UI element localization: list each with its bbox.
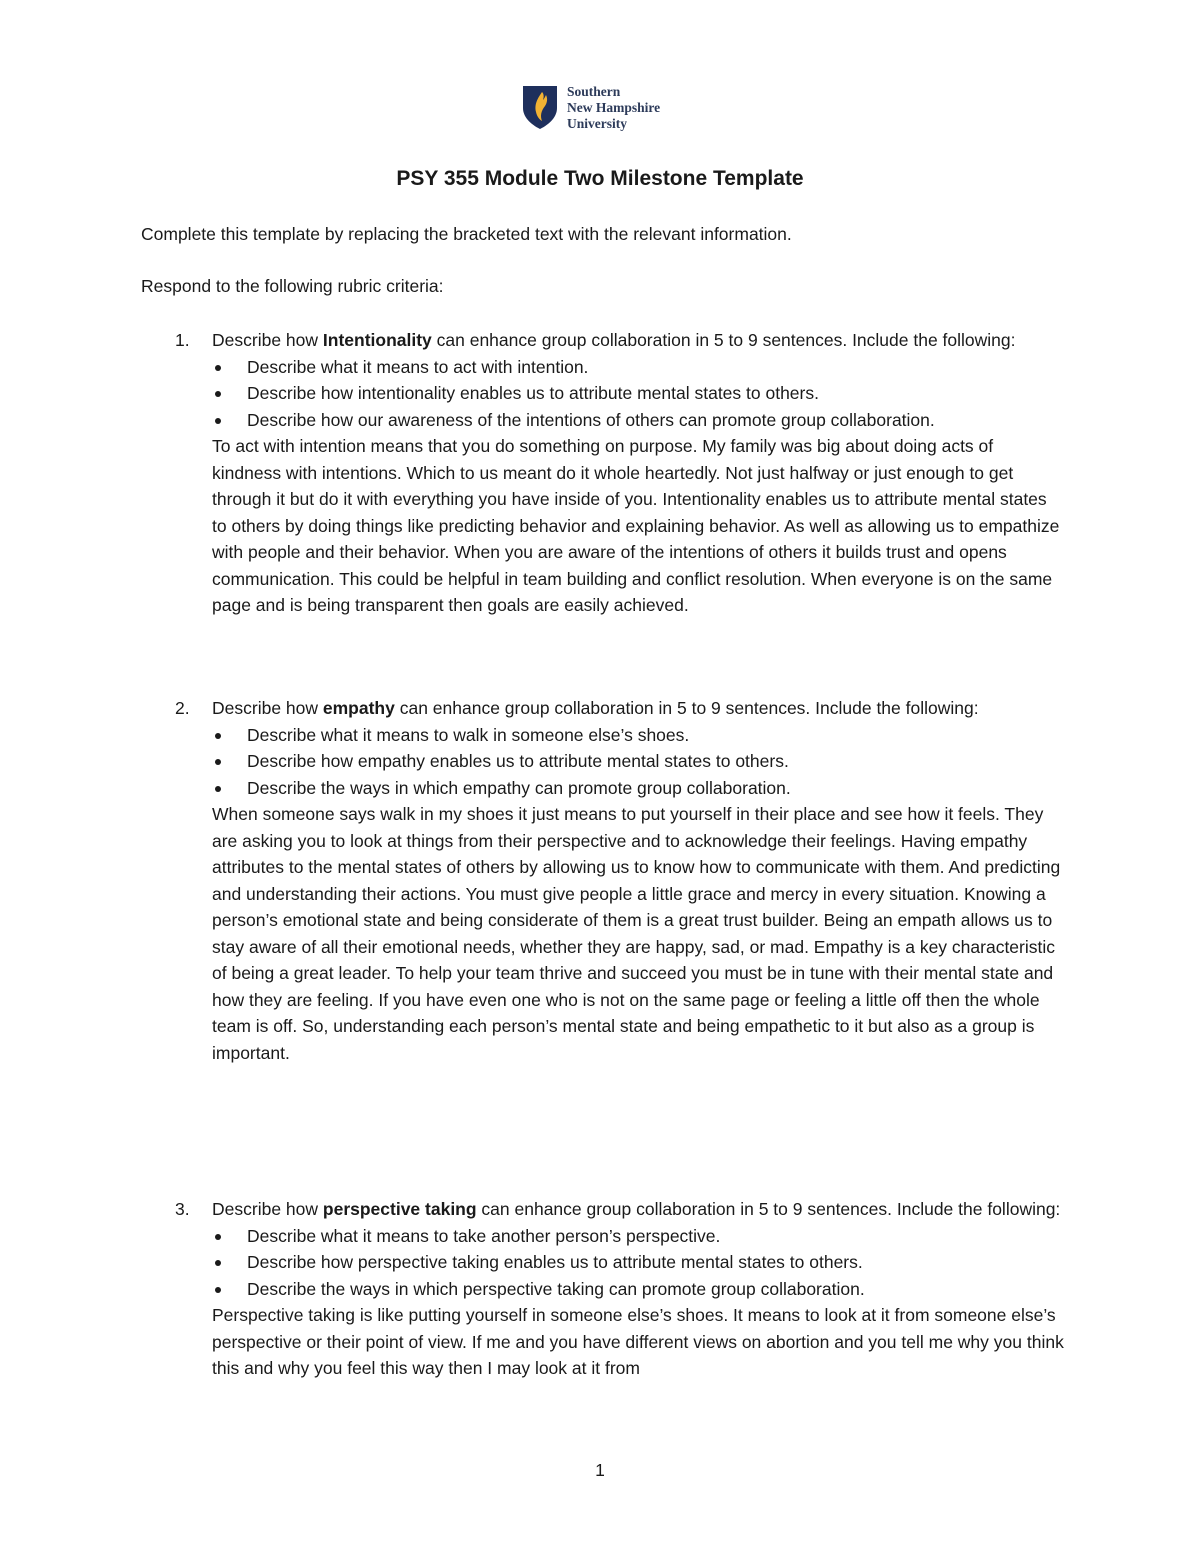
- logo-line-2: New Hampshire: [567, 100, 661, 115]
- criterion-bullets: [175, 354, 1065, 434]
- criterion-3: [175, 1196, 1065, 1382]
- intro-paragraph: Complete this template by replacing the bracketed text with the relevant information.: [141, 224, 792, 244]
- answer-paragraph: To act with intention means that you do something on purpose. My family was big about doing acts of kindness with intentions. Which to us meant do it whole heartedly. Not just halfway or just enough to get through it but do it with everything you have inside of you. Intentionality enables us to attribute mental states to others by doing things like predicting behavior and explaining behavior. As well as allowing us to empathize with people and their behavior. When you are aware of the intentions of others it builds trust and opens communication. This could be helpful in team building and conflict resolution. When everyone is on the same page and is being transparent then goals are easily achieved.: [212, 436, 1060, 615]
- list-item: Describe the ways in which perspective taking can promote group collaboration.: [212, 1276, 1065, 1303]
- answer-paragraph: Perspective taking is like putting yourself in someone else’s shoes. It means to look at it from someone else’s perspective or their point of view. If me and you have different views on abortion and you tell me why you think this and why you feel this way then I may look at it from: [212, 1305, 1064, 1378]
- list-item: Describe what it means to walk in someone else’s shoes.: [212, 722, 1065, 749]
- criterion-2: [175, 695, 1065, 1066]
- list-item: Describe what it means to take another person’s perspective.: [212, 1223, 1065, 1250]
- list-item: Describe what it means to act with intention.: [212, 354, 1065, 381]
- list-item: Describe how our awareness of the intentions of others can promote group collaboration.: [212, 407, 1065, 434]
- criterion-number: 1.: [175, 330, 190, 350]
- criterion-bullets: [175, 722, 1065, 802]
- criterion-1: [175, 327, 1065, 619]
- list-item: Describe the ways in which empathy can promote group collaboration.: [212, 775, 1065, 802]
- logo-line-1: Southern: [567, 84, 621, 99]
- logo-wordmark: [567, 84, 697, 132]
- list-item: Describe how intentionality enables us to attribute mental states to others.: [212, 380, 1065, 407]
- answer-paragraph: When someone says walk in my shoes it just means to put yourself in their place and see how it feels. They are asking you to look at things from their perspective and to acknowledge their feelings. Having empathy attributes to the mental states of others by allowing us to know how to communicate with them. And predicting and understanding their actions. You must give people a little grace and mercy in every situation. Knowing a person’s emotional state and being considerate of them is a great trust builder. Being an empath allows us to stay aware of all their emotional needs, whether they are happy, sad, or mad. Empathy is a key characteristic of being a great leader. To help your team thrive and succeed you must be in tune with their mental state and how they are feeling. If you have even one who is not on the same page or feeling a little off then the whole team is off. So, understanding each person’s mental state and being empathetic to it but also as a group is important.: [212, 804, 1061, 1063]
- criterion-keyword: Intentionality: [322, 330, 432, 350]
- criterion-keyword: perspective taking: [322, 1199, 477, 1219]
- page-number: 1: [595, 1460, 605, 1480]
- logo-line-3: University: [567, 116, 627, 131]
- criterion-keyword: empathy: [322, 698, 395, 718]
- flame-shield-icon: [521, 84, 561, 130]
- criterion-question: Describe how perspective taking can enhance group collaboration in 5 to 9 sentences. Include the following:: [212, 1199, 1061, 1219]
- list-item: Describe how perspective taking enables us to attribute mental states to others.: [212, 1249, 1065, 1276]
- list-item: Describe how empathy enables us to attribute mental states to others.: [212, 748, 1065, 775]
- respond-instruction: Respond to the following rubric criteria:: [141, 276, 444, 296]
- criterion-number: 2.: [175, 698, 190, 718]
- criterion-question: Describe how Intentionality can enhance group collaboration in 5 to 9 sentences. Include the following:: [212, 330, 1016, 350]
- university-logo: [521, 84, 691, 132]
- criterion-number: 3.: [175, 1199, 190, 1219]
- criterion-question: Describe how empathy can enhance group collaboration in 5 to 9 sentences. Include the following:: [212, 698, 979, 718]
- document-title: PSY 355 Module Two Milestone Template: [396, 167, 804, 190]
- criterion-bullets: [175, 1223, 1065, 1303]
